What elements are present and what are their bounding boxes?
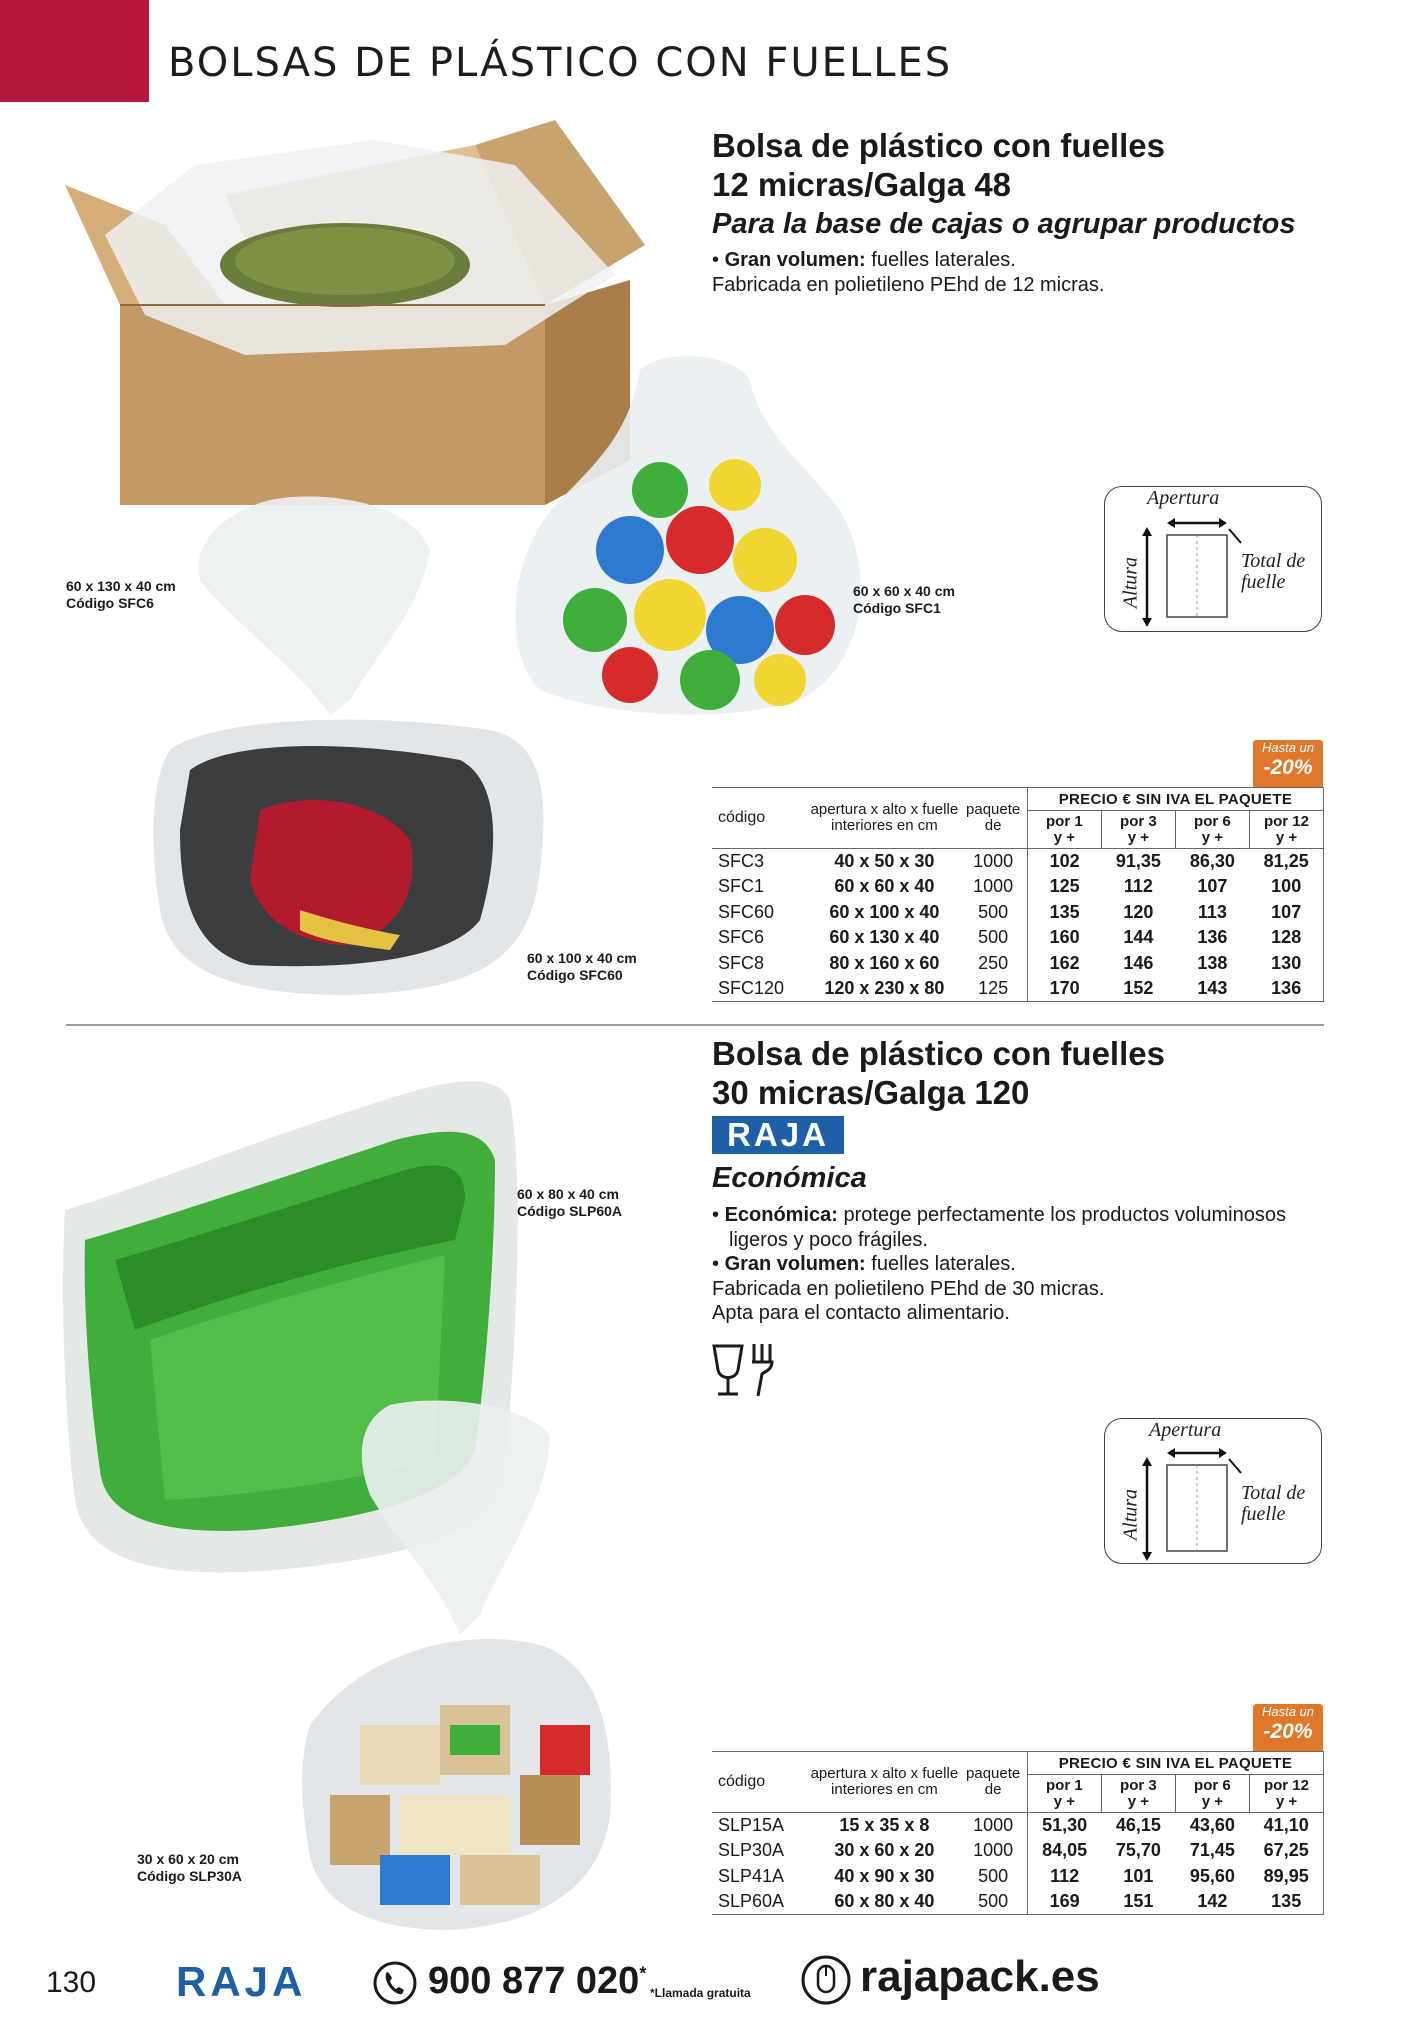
table-row [712,900,1324,926]
cell-dims: 60 x 130 x 40 [829,927,940,948]
cell-price: 75,70 [1115,1840,1161,1861]
diagram-label-total: Total de fuelle [1241,1482,1306,1525]
image-caption: 60 x 80 x 40 cm Código SLP60A [517,1186,623,1219]
product-description: • Económica: protege perfectamente los productos voluminosos ligeros y poco frágiles. • Gran volumen: fuelles laterales. Fabricada en polietileno PEhd de 30 micras. Apta para el contacto alimentario. [712,1204,1286,1324]
diagram-label-altura: Altura [1119,1488,1142,1541]
price-table [712,1751,1324,1915]
footer-phone[interactable]: 900 877 020* [428,1960,647,2002]
table-row [712,925,1324,951]
cell-price: 135 [1249,1889,1323,1915]
table-row [712,1838,1324,1864]
cell-price: 112 [1123,876,1153,897]
table-row [712,1813,1324,1839]
page-number: 130 [46,1966,97,1999]
footer-raja-logo: RAJA [176,1958,307,2005]
cell-code: SLP60A [718,1891,785,1911]
image-caption: 60 x 60 x 40 cm Código SFC1 [853,583,955,616]
cell-pack: 250 [978,952,1009,973]
cell-price: 160 [1027,925,1101,951]
column-header-qty: por 1 y + [1027,811,1101,849]
cell-price: 84,05 [1027,1838,1101,1864]
cell-price: 120 [1123,901,1154,922]
column-header-qty: por 12 y + [1249,811,1323,849]
table-row [712,1889,1324,1915]
cell-dims: 120 x 230 x 80 [824,978,945,998]
column-header-price: PRECIO € SIN IVA EL PAQUETE [1027,1752,1323,1775]
cell-price: 146 [1123,952,1154,973]
cell-code: SFC60 [718,901,775,922]
mouse-icon [800,1954,852,2006]
cell-price: 144 [1123,927,1154,948]
image-caption: 60 x 130 x 40 cm Código SFC6 [66,578,176,611]
cell-price: 162 [1027,951,1101,977]
table-row [712,874,1324,900]
image-caption: 30 x 60 x 20 cm Código SLP30A [137,1851,243,1884]
cell-code: SLP30A [718,1840,785,1861]
bag-with-stool-photo [150,490,570,1010]
cell-price: 71,45 [1189,1840,1235,1861]
column-header-price: PRECIO € SIN IVA EL PAQUETE [1027,788,1323,811]
cell-price: 67,25 [1249,1838,1323,1864]
cell-price: 91,35 [1115,851,1161,871]
cell-price: 143 [1197,978,1228,998]
cell-code: SLP41A [718,1865,785,1886]
diagram-label-altura: Altura [1119,556,1142,609]
diagram-label-apertura: Apertura [1149,1419,1222,1441]
footer-phone-note: *Llamada gratuita [650,1986,751,2000]
cell-price: 170 [1027,976,1101,1002]
cell-dims: 15 x 35 x 8 [839,1815,930,1835]
cell-price: 107 [1249,900,1323,926]
cell-price: 95,60 [1189,1865,1235,1886]
cell-price: 128 [1249,925,1323,951]
image-caption: 60 x 100 x 40 cm Código SFC60 [527,950,637,983]
cell-pack: 1000 [973,1815,1014,1835]
cell-pack: 500 [978,1865,1009,1886]
cell-pack: 125 [978,978,1009,998]
column-header-qty: por 3 y + [1101,1775,1175,1813]
cell-dims: 30 x 60 x 20 [834,1840,935,1861]
cell-price: 138 [1197,952,1228,973]
table-row [712,976,1324,1002]
cell-price: 151 [1123,1891,1154,1911]
column-header-pack: paquete de [959,788,1027,849]
product-subtitle: Económica [712,1162,867,1194]
cell-pack: 500 [978,927,1009,948]
cell-price: 100 [1249,874,1323,900]
product-subtitle: Para la base de cajas o agrupar productos [712,208,1296,240]
cell-price: 113 [1197,901,1227,922]
cell-price: 135 [1027,900,1101,926]
cell-pack: 500 [978,1891,1009,1911]
cell-code: SFC6 [718,927,765,948]
product-title: Bolsa de plástico con fuelles 30 micras/Galga 120 [712,1035,1165,1111]
cell-price: 136 [1249,976,1323,1002]
cell-price: 41,10 [1249,1813,1323,1839]
cell-dims: 60 x 100 x 40 [829,901,940,922]
phone-icon [372,1960,418,2006]
cell-price: 125 [1027,874,1101,900]
cell-dims: 60 x 80 x 40 [834,1891,935,1911]
product-description: • Gran volumen: fuelles laterales. Fabricada en polietileno PEhd de 12 micras. [712,249,1105,296]
diagram-label-apertura: Apertura [1147,487,1220,509]
table-row [712,951,1324,977]
cell-pack: 500 [978,901,1009,922]
cell-price: 101 [1123,1865,1154,1886]
cell-code: SFC1 [718,876,765,897]
cell-price: 169 [1027,1889,1101,1915]
cell-price: 51,30 [1027,1813,1101,1839]
raja-brand-logo: RAJA [712,1116,844,1154]
gusset-diagram [1104,486,1322,632]
bag-with-blocks-photo [300,1395,620,1935]
column-header-qty: por 1 y + [1027,1775,1101,1813]
cell-dims: 80 x 160 x 60 [829,952,940,973]
cell-pack: 1000 [973,1840,1014,1861]
header-color-block [0,0,149,102]
column-header-code: código [712,1752,809,1813]
cell-price: 46,15 [1115,1815,1161,1835]
column-header-qty: por 6 y + [1175,1775,1249,1813]
cell-pack: 1000 [973,876,1014,897]
cell-dims: 40 x 90 x 30 [834,1865,935,1886]
footer-website-link[interactable]: rajapack.es [860,1952,1100,2001]
cell-code: SLP15A [718,1815,785,1835]
column-header-qty: por 3 y + [1101,811,1175,849]
cell-price: 112 [1027,1864,1101,1890]
cell-price: 102 [1027,849,1101,875]
table-row [712,849,1324,875]
cell-price: 43,60 [1189,1815,1235,1835]
food-safe-icon [708,1340,778,1400]
column-header-qty: por 6 y + [1175,811,1249,849]
product-title: Bolsa de plástico con fuelles 12 micras/Galga 48 [712,127,1165,203]
price-table [712,787,1324,1002]
cell-code: SFC3 [718,851,765,871]
column-header-pack: paquete de [959,1752,1027,1813]
page-title: BOLSAS DE PLÁSTICO CON FUELLES [168,40,953,86]
cell-price: 142 [1197,1891,1228,1911]
column-header-dimensions: apertura x alto x fuelle interiores en cm [809,788,959,849]
cell-code: SFC120 [718,978,785,998]
cell-price: 86,30 [1189,851,1235,871]
gusset-diagram [1104,1418,1322,1564]
cell-pack: 1000 [973,851,1014,871]
section-divider [66,1024,1324,1026]
cell-dims: 60 x 60 x 40 [834,876,935,897]
cell-price: 130 [1249,951,1323,977]
cell-price: 81,25 [1249,849,1323,875]
table-row [712,1864,1324,1890]
cell-price: 152 [1123,978,1154,998]
cell-price: 107 [1197,876,1228,897]
cell-code: SFC8 [718,952,765,973]
discount-badge: Hasta un -20% [1253,740,1323,788]
cell-dims: 40 x 50 x 30 [834,851,935,871]
discount-badge: Hasta un -20% [1253,1704,1323,1752]
column-header-code: código [712,788,809,849]
column-header-dimensions: apertura x alto x fuelle interiores en cm [809,1752,959,1813]
diagram-label-total: Total de fuelle [1241,550,1306,593]
cell-price: 136 [1197,927,1228,948]
cell-price: 89,95 [1249,1864,1323,1890]
column-header-qty: por 12 y + [1249,1775,1323,1813]
